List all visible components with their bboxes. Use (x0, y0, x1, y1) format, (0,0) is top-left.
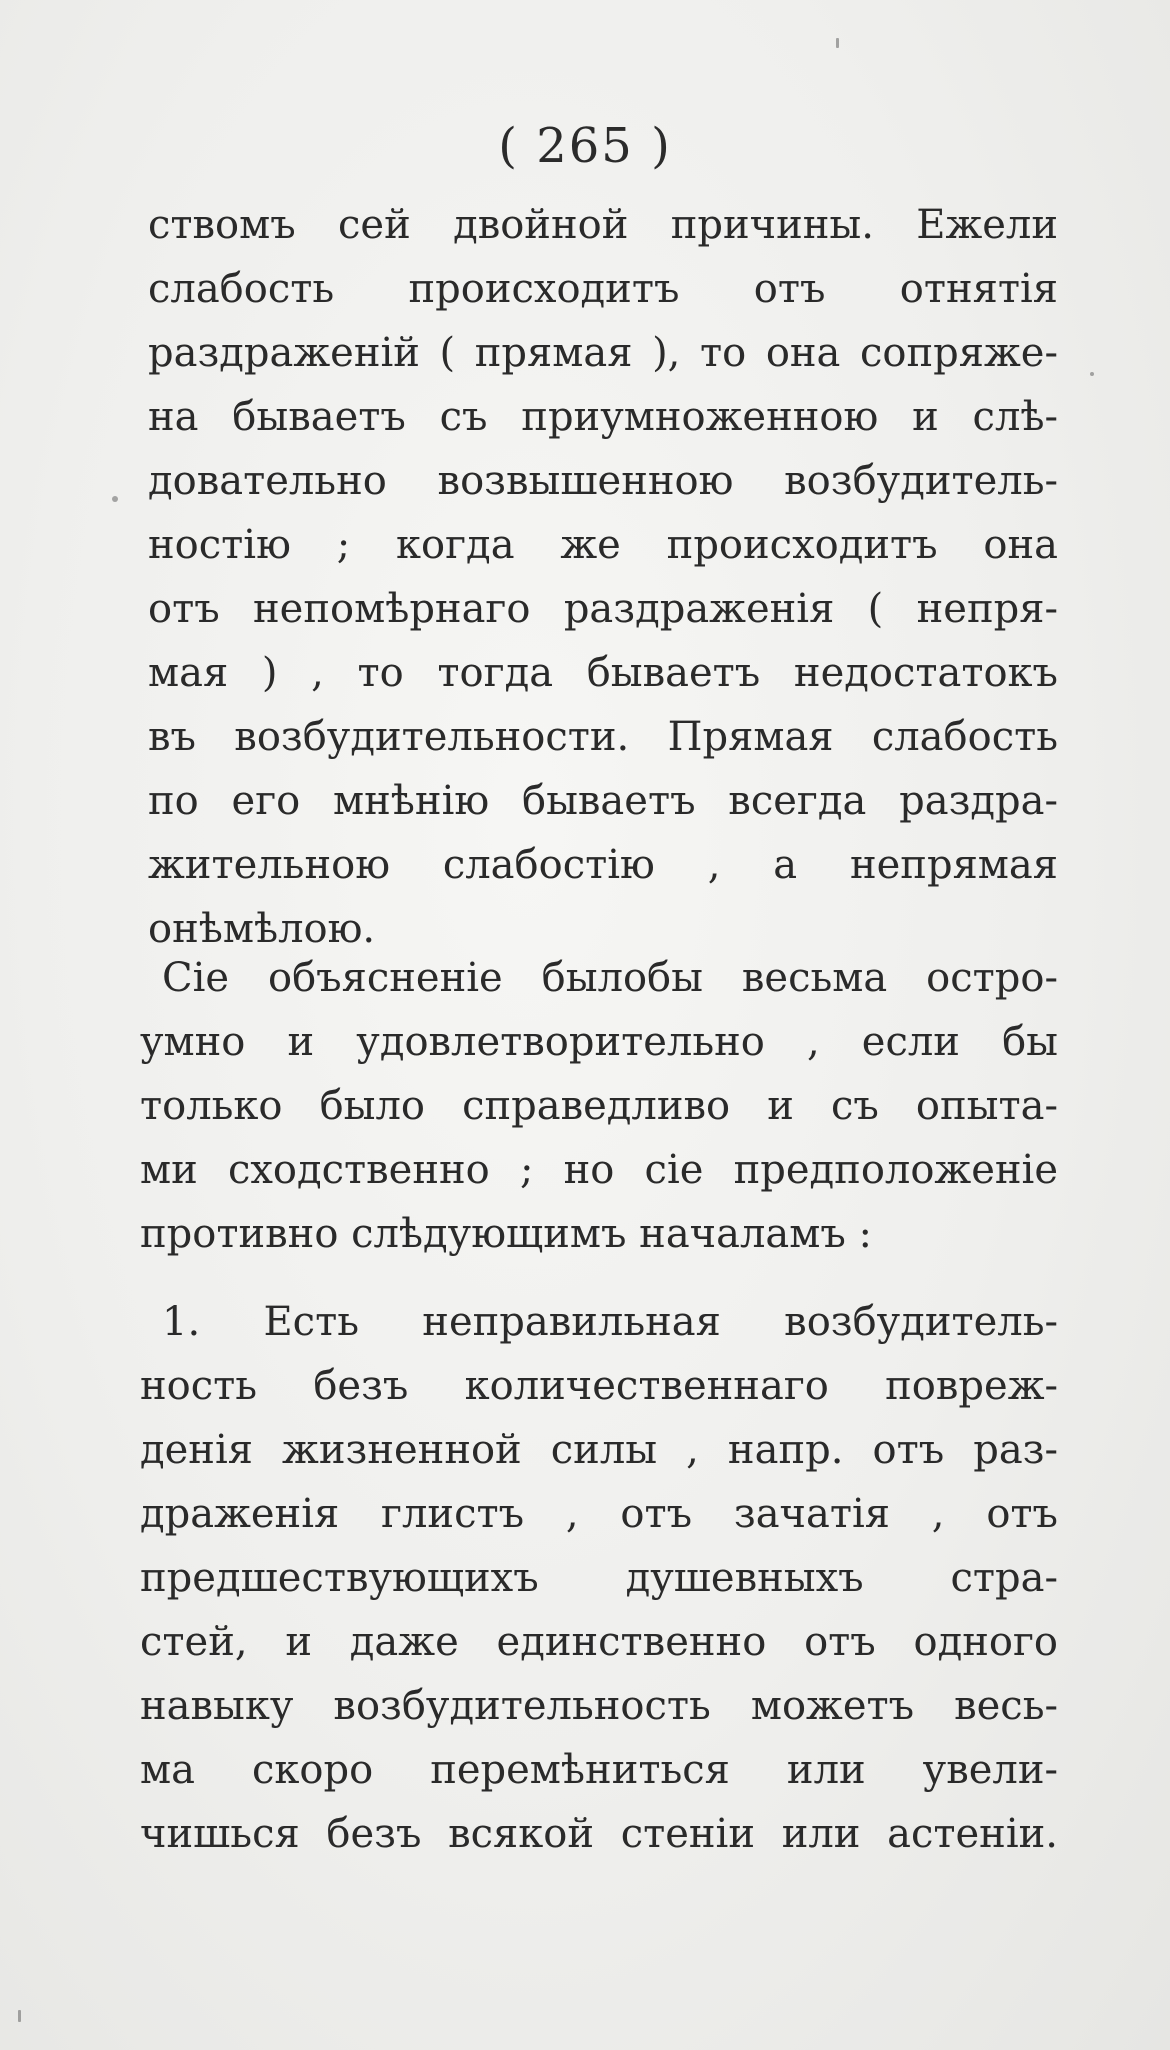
text-line: по его мнѣнію бываетъ всегда раздра- (148, 778, 1058, 824)
paragraph-2 (140, 946, 1058, 1266)
text-line: ностію ; когда же происходитъ она (148, 522, 1058, 568)
text-line: въ возбудительности. Прямая слабость (148, 714, 1058, 760)
text-line: Сіе объясненіе былобы весьма остро- (162, 955, 1058, 1001)
page-number: ( 265 ) (498, 118, 672, 174)
text-line: довательно возвышенною возбудитель- (148, 458, 1058, 504)
text-line: чишься безъ всякой стеніи или астеніи. (140, 1811, 1058, 1857)
text-line: слабость происходитъ отъ отнятія (148, 266, 1058, 312)
text-line: умно и удовлетворительно , если бы (140, 1019, 1058, 1065)
text-line: драженія глистъ , отъ зачатія , отъ (140, 1491, 1058, 1537)
text-line: ма скоро перемѣниться или увели- (140, 1747, 1058, 1793)
speck (18, 2010, 21, 2022)
text-line: мая ) , то тогда бываетъ недостатокъ (148, 650, 1058, 696)
text-line: предшествующихъ душевныхъ стра- (140, 1555, 1058, 1601)
text-line: денія жизненной силы , напр. отъ раз- (140, 1427, 1058, 1473)
paragraph-3 (140, 1290, 1058, 1866)
text-line: ность безъ количественнаго повреж- (140, 1363, 1058, 1409)
text-line: онѣмѣлою. (148, 906, 376, 952)
text-line: раздраженій ( прямая ), то она сопряже- (148, 330, 1058, 376)
text-line: только было справедливо и съ опыта- (140, 1083, 1058, 1129)
text-line: противно слѣдующимъ началамъ : (140, 1211, 872, 1257)
text-line: ми сходственно ; но сіе предположеніе (140, 1147, 1058, 1193)
text-line: стей, и даже единственно отъ одного (140, 1619, 1058, 1665)
speck (1090, 372, 1094, 376)
text-line: жительною слабостію , а непрямая (148, 842, 1058, 888)
text-line: навыку возбудительность можетъ весь- (140, 1683, 1058, 1729)
text-line: ствомъ сей двойной причины. Ежели (148, 202, 1058, 248)
text-line: на бываетъ съ приумноженною и слѣ- (148, 394, 1058, 440)
paragraph-1 (148, 193, 1058, 961)
text-line: 1. Есть неправильная возбудитель- (162, 1299, 1058, 1345)
speck (836, 38, 839, 48)
text-line: отъ непомѣрнаго раздраженія ( непря- (148, 586, 1058, 632)
speck (112, 496, 118, 502)
